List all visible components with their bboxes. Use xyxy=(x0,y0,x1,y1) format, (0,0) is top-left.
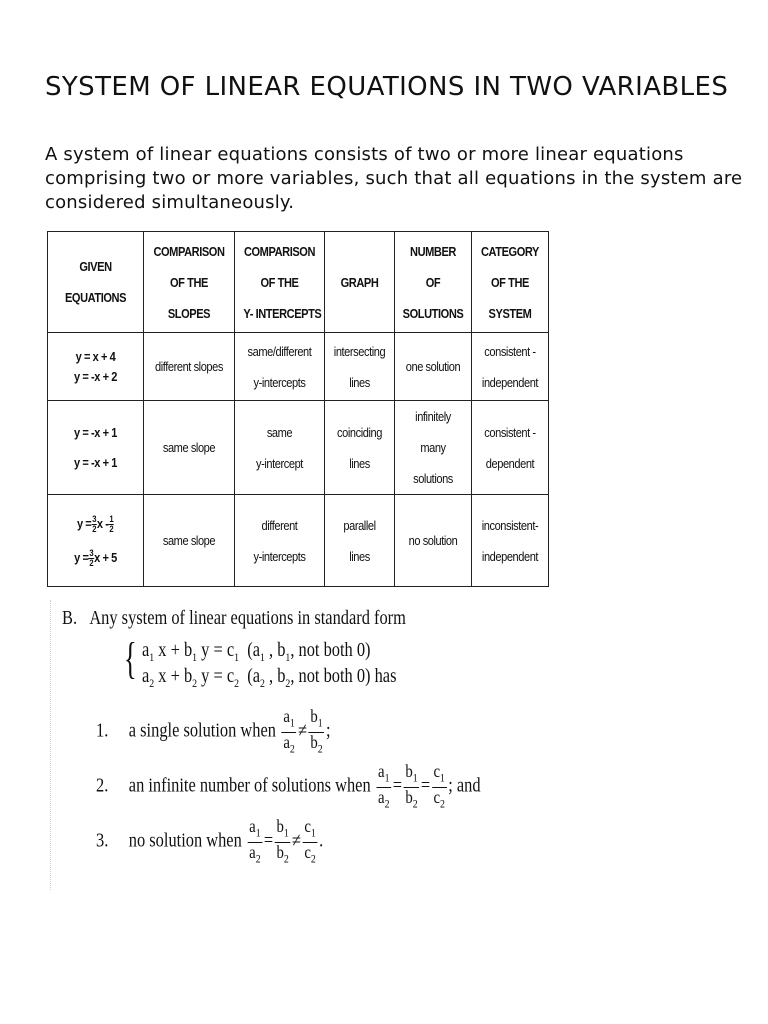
fraction: $\frac{b_1}{b_2}$ xyxy=(276,816,289,866)
section-b-lead: B. Any system of linear equations in standard form xyxy=(62,607,406,629)
fraction: $\frac{3}{2}$ xyxy=(89,547,94,568)
intro-paragraph: A system of linear equations consists of two or more linear equations comprising two or more variables, such that all equations in the system are considered simultaneously. xyxy=(45,144,743,213)
fraction: $\frac{a_1}{a_2}$ xyxy=(249,816,261,866)
system-brace: { xyxy=(124,634,137,683)
header-slopes: COMPARISON OF THE SLOPES xyxy=(144,232,235,333)
condition-item-1: 1. a single solution when $\frac{a_1}{a_2}$ ≠ $\frac{b_1}{b_2}$ ; xyxy=(96,706,331,756)
table-header-row xyxy=(48,232,549,333)
row3-equations: y = $\frac{3}{2}$ x - $\frac{1}{2}$ y = $\frac{3}{2}$ x + 5 xyxy=(48,495,144,587)
fraction: $\frac{b_1}{b_2}$ xyxy=(405,761,418,811)
fraction: $\frac{a_1}{a_2}$ xyxy=(283,706,295,756)
row2-category: consistent - dependent xyxy=(472,401,549,495)
system-equation-1: $a_1$ $x + b_1$ $y = c_1$ ($a_1$ , $b_1$, not both 0) xyxy=(142,639,371,664)
row1-equations: y = x + 4 y = -x + 2 xyxy=(48,333,144,401)
row1-category: consistent - independent xyxy=(472,333,549,401)
row3-intercepts: different y-intercepts xyxy=(235,495,325,587)
system-equation-2: $a_2$ $x + b_2$ $y = c_2$ ($a_2$ , $b_2$, not both 0) has xyxy=(142,665,397,690)
header-category: CATEGORY OF THE SYSTEM xyxy=(472,232,549,333)
section-b xyxy=(62,607,622,897)
table-row xyxy=(48,401,549,495)
header-intercepts: COMPARISON OF THE Y- INTERCEPTS xyxy=(235,232,325,333)
row3-category: inconsistent- independent xyxy=(472,495,549,587)
row2-graph: coinciding lines xyxy=(325,401,395,495)
row1-graph: intersecting lines xyxy=(325,333,395,401)
row2-intercepts: same y-intercept xyxy=(235,401,325,495)
condition-item-3: 3. no solution when $\frac{a_1}{a_2}$ = $\frac{b_1}{b_2}$ ≠ $\frac{c_1}{c_2}$ . xyxy=(96,816,324,866)
row2-equations: y = -x + 1 y = -x + 1 xyxy=(48,401,144,495)
page-title: SYSTEM OF LINEAR EQUATIONS IN TWO VARIABLES xyxy=(45,72,729,102)
row2-solutions: infinitely many solutions xyxy=(395,401,472,495)
comparison-table xyxy=(47,231,549,587)
row1-slopes: different slopes xyxy=(144,333,235,401)
fraction: $\frac{3}{2}$ xyxy=(92,513,97,534)
condition-item-2: 2. an infinite number of solutions when $\frac{a_1}{a_2}$ = $\frac{b_1}{b_2}$ = $\frac{c_1}{c_2}$ ; and xyxy=(96,761,481,811)
fraction: $\frac{a_1}{a_2}$ xyxy=(378,761,390,811)
fraction: $\frac{b_1}{b_2}$ xyxy=(310,706,323,756)
table-row xyxy=(48,495,549,587)
header-graph: GRAPH xyxy=(325,232,395,333)
fraction: $\frac{1}{2}$ xyxy=(109,513,114,534)
row3-solutions: no solution xyxy=(395,495,472,587)
row3-graph: parallel lines xyxy=(325,495,395,587)
row3-slopes: same slope xyxy=(144,495,235,587)
row1-intercepts: same/different y-intercepts xyxy=(235,333,325,401)
header-solutions: NUMBER OF SOLUTIONS xyxy=(395,232,472,333)
fraction: $\frac{c_1}{c_2}$ xyxy=(304,816,316,866)
row2-slopes: same slope xyxy=(144,401,235,495)
scan-edge-line xyxy=(50,600,51,890)
row1-solutions: one solution xyxy=(395,333,472,401)
table-row xyxy=(48,333,549,401)
header-given-equations: GIVEN EQUATIONS xyxy=(48,232,144,333)
fraction: $\frac{c_1}{c_2}$ xyxy=(433,761,445,811)
